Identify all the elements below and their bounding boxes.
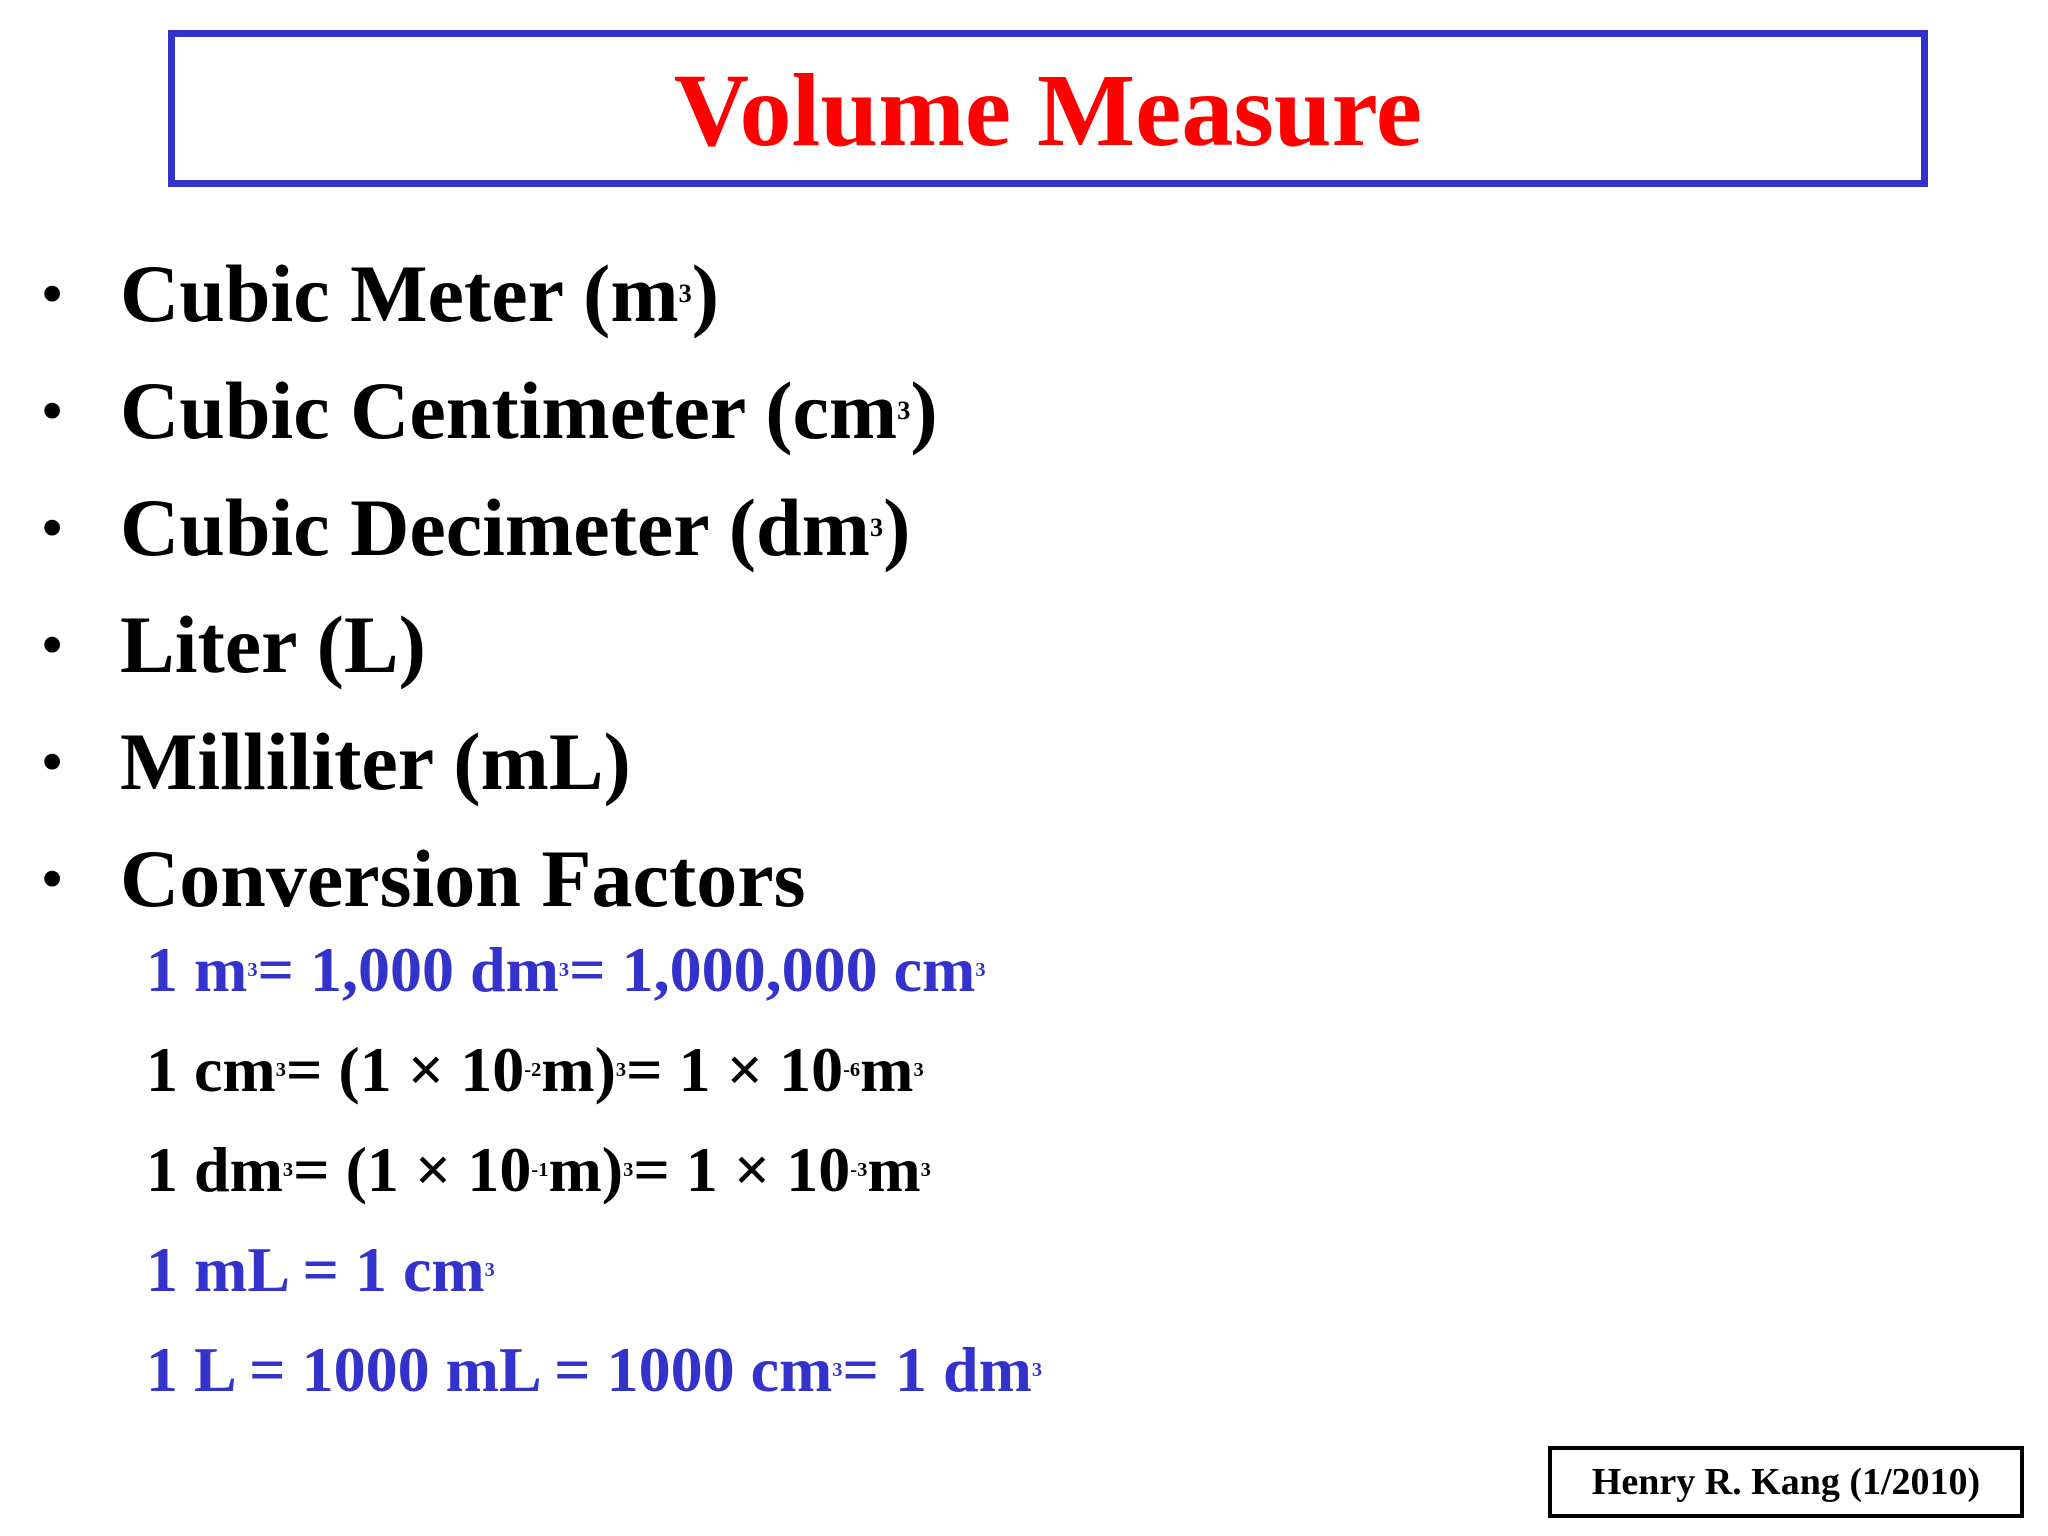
formula-text: = 1,000 dm xyxy=(257,934,559,1005)
bullet-label: Liter (L) xyxy=(120,598,426,690)
author-credit-box xyxy=(1548,1446,2024,1518)
bullet-list xyxy=(42,235,938,937)
formula-text: 1 dm xyxy=(146,1134,283,1205)
bullet-label-end: ) xyxy=(691,247,720,339)
bullet-label: Conversion Factors xyxy=(120,832,806,924)
formula-text: m) xyxy=(541,1034,616,1105)
bullet-label: Cubic Decimeter (dm xyxy=(120,481,870,573)
formula-text: 1 cm xyxy=(146,1034,276,1105)
conversion-line-cm3: 1 cm 3 = (1 × 10 -2 m) 3 = 1 × 10 -6 m 3 xyxy=(146,1034,924,1105)
conversion-line-m3: 1 m 3 = 1,000 dm 3 = 1,000,000 cm 3 xyxy=(146,934,986,1005)
bullet-icon: • xyxy=(42,494,63,560)
formula-text: = (1 × 10 xyxy=(285,1034,525,1105)
formula-text: 1 L = 1000 mL = 1000 cm xyxy=(146,1334,833,1405)
bullet-label-end: ) xyxy=(883,481,911,573)
formula-text: 1 m xyxy=(146,934,248,1005)
bullet-liter xyxy=(42,586,938,703)
bullet-icon: • xyxy=(42,260,63,326)
formula-text: = 1 × 10 xyxy=(626,1034,844,1105)
title-box xyxy=(168,30,1928,187)
conversion-line-liter: 1 L = 1000 mL = 1000 cm 3 = 1 dm 3 xyxy=(146,1334,1043,1405)
bullet-cubic-centimeter: • Cubic Centimeter (cm 3 ) xyxy=(42,364,938,456)
bullet-label: Cubic Meter (m xyxy=(120,247,679,339)
bullet-icon: • xyxy=(42,845,63,911)
conversion-line-dm3: 1 dm 3 = (1 × 10 -1 m) 3 = 1 × 10 -3 m 3 xyxy=(146,1134,931,1205)
bullet-label: Cubic Centimeter (cm xyxy=(120,364,898,456)
formula-text: = 1 × 10 xyxy=(633,1134,851,1205)
bullet-cubic-decimeter: • Cubic Decimeter (dm 3 ) xyxy=(42,481,911,573)
bullet-cubic-meter: • Cubic Meter (m 3 ) xyxy=(42,247,720,339)
bullet-label-end: ) xyxy=(910,364,938,456)
slide-title: Volume Measure xyxy=(673,52,1423,168)
bullet-icon: • xyxy=(42,728,63,794)
formula-text: = (1 × 10 xyxy=(293,1134,532,1205)
formula-text: m xyxy=(867,1134,921,1205)
formula-text: = 1 dm xyxy=(842,1334,1032,1405)
conversion-factor-list xyxy=(146,920,1042,1420)
formula-text: = 1,000,000 cm xyxy=(569,934,976,1005)
formula-text: 1 mL = 1 cm xyxy=(146,1234,485,1305)
formula-text: m) xyxy=(548,1134,624,1205)
bullet-icon: • xyxy=(42,611,63,677)
conversion-line-ml: 1 mL = 1 cm 3 xyxy=(146,1234,495,1305)
formula-text: m xyxy=(860,1034,914,1105)
author-credit: Henry R. Kang (1/2010) xyxy=(1591,1461,1981,1503)
bullet-label: Milliliter (mL) xyxy=(120,715,631,807)
bullet-icon: • xyxy=(42,377,63,443)
bullet-milliliter xyxy=(42,703,938,820)
